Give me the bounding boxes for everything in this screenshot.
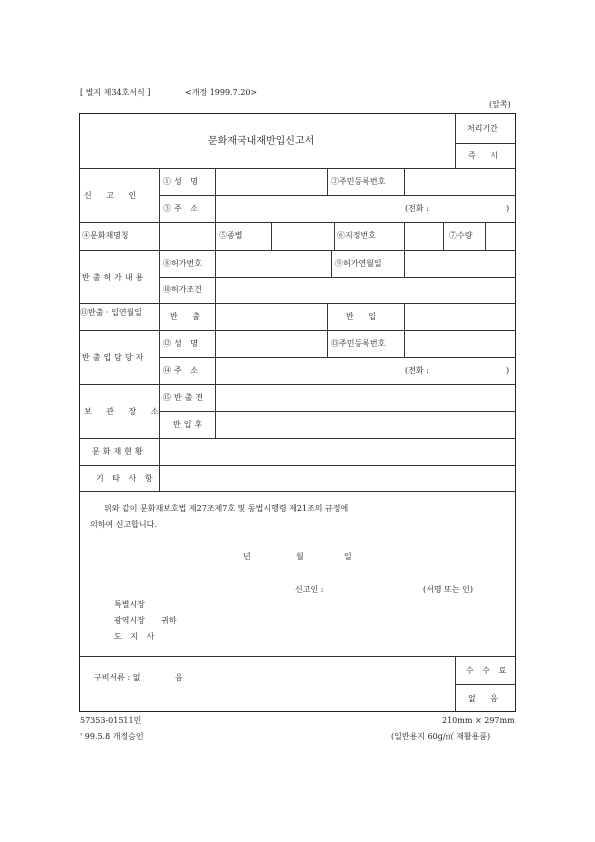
- designation-number-field[interactable]: [405, 223, 442, 249]
- form-code: 57353-01511민: [80, 716, 142, 725]
- storage-before-field[interactable]: [216, 385, 515, 410]
- permit-date-field[interactable]: [405, 251, 515, 276]
- processing-label: 처리기간: [467, 124, 498, 133]
- heritage-name-field[interactable]: [160, 223, 214, 249]
- recipient-honorific: 귀하: [161, 616, 177, 625]
- heritage-type-field[interactable]: [272, 223, 333, 249]
- heritage-status-label: 문화재현황: [92, 447, 146, 456]
- manager-name-label: ⑫성 명: [163, 339, 201, 348]
- manager-name-field[interactable]: [216, 331, 326, 356]
- manager-address-field[interactable]: [216, 358, 515, 383]
- processing-value: 즉 시: [468, 151, 504, 160]
- permit-condition-label: ⑩허가조건: [163, 285, 202, 294]
- date-month: 월: [296, 552, 304, 561]
- date-day: 일: [344, 552, 352, 561]
- other-notes-field[interactable]: [160, 466, 515, 490]
- reporter-signature-label: 신고인 :: [295, 585, 324, 594]
- fee-value: 없 음: [468, 694, 504, 703]
- reporter-name-label: ①성 명: [163, 177, 201, 186]
- fee-label: 수 수 료: [466, 666, 510, 675]
- reporter-phone-label: (전화 :: [405, 204, 429, 213]
- declaration-text: 위와 같이 문화재보호법 제27조제7호 및 동법시행령 제21조의 규정에: [104, 504, 349, 513]
- quantity-field[interactable]: [486, 223, 515, 249]
- reporter-id-label: ②주민등록번호: [331, 177, 386, 186]
- paper-size: 210mm × 297mm: [442, 716, 515, 725]
- storage-after-field[interactable]: [216, 412, 515, 437]
- manager-id-label: ⑬주민등록번호: [331, 339, 386, 348]
- required-docs-value: 음: [175, 673, 183, 682]
- heritage-type-label: ⑤종별: [219, 231, 243, 240]
- paper-spec: (일반용지 60g/㎡ 재활용품): [391, 732, 491, 741]
- import-date-label: 반 입: [346, 312, 382, 321]
- reporter-address-label: ③주 소: [163, 204, 201, 213]
- designation-number-label: ⑥지정번호: [337, 231, 376, 240]
- reporter-name-field[interactable]: [216, 169, 326, 194]
- storage-after-label: 반입후: [173, 420, 206, 429]
- manager-section-label: 반출입담당자: [82, 353, 147, 362]
- recipient-governor: 도 지 사: [114, 632, 158, 641]
- manager-phone-label: (전화 :: [405, 366, 429, 375]
- quantity-label: ⑦수량: [449, 231, 473, 240]
- storage-before-label: ⑮반출전: [163, 393, 207, 402]
- manager-id-field[interactable]: [405, 331, 515, 356]
- export-import-date-label: ⑪반출 · 입연월일: [80, 308, 142, 317]
- revision-date: <개정 1999.7.20>: [185, 88, 258, 97]
- declaration-text-2: 의하여 신고합니다.: [90, 520, 157, 529]
- permit-condition-field[interactable]: [216, 278, 515, 302]
- form-title: 문화재국내재반입신고서: [208, 136, 315, 147]
- permit-number-field[interactable]: [216, 251, 330, 276]
- export-date-field[interactable]: [216, 304, 326, 329]
- reporter-section-label: 신 고 인: [84, 191, 143, 200]
- import-date-field[interactable]: [405, 304, 515, 329]
- recipient-mayor: 특별시장: [114, 600, 145, 609]
- heritage-status-field[interactable]: [160, 439, 515, 464]
- reporter-address-field[interactable]: [216, 196, 515, 221]
- export-date-label: 반 출: [170, 312, 206, 321]
- form-number: [ 별지 제34호서식 ]: [80, 88, 151, 97]
- other-notes-label: 기 타 사 항: [96, 474, 156, 483]
- permit-section-label: 반출허가내용: [82, 273, 147, 282]
- manager-address-label: ⑭주 소: [163, 366, 201, 375]
- recipient-metro-mayor: 광역시장: [114, 616, 145, 625]
- date-year: 년: [243, 552, 251, 561]
- heritage-name-label: ④문화재명칭: [82, 231, 129, 240]
- signature-note: (서명 또는 인): [423, 585, 473, 594]
- reporter-id-field[interactable]: [405, 169, 515, 194]
- required-docs-label: 구비서류 : 없: [94, 673, 141, 682]
- page-side: (앞쪽): [489, 100, 511, 109]
- permit-date-label: ⑨허가연월일: [335, 259, 382, 268]
- approval-date: ' 99.5.8 개정승인: [80, 732, 144, 741]
- permit-number-label: ⑧허가번호: [163, 259, 202, 268]
- storage-section-label: 보 관 장 소: [84, 407, 165, 416]
